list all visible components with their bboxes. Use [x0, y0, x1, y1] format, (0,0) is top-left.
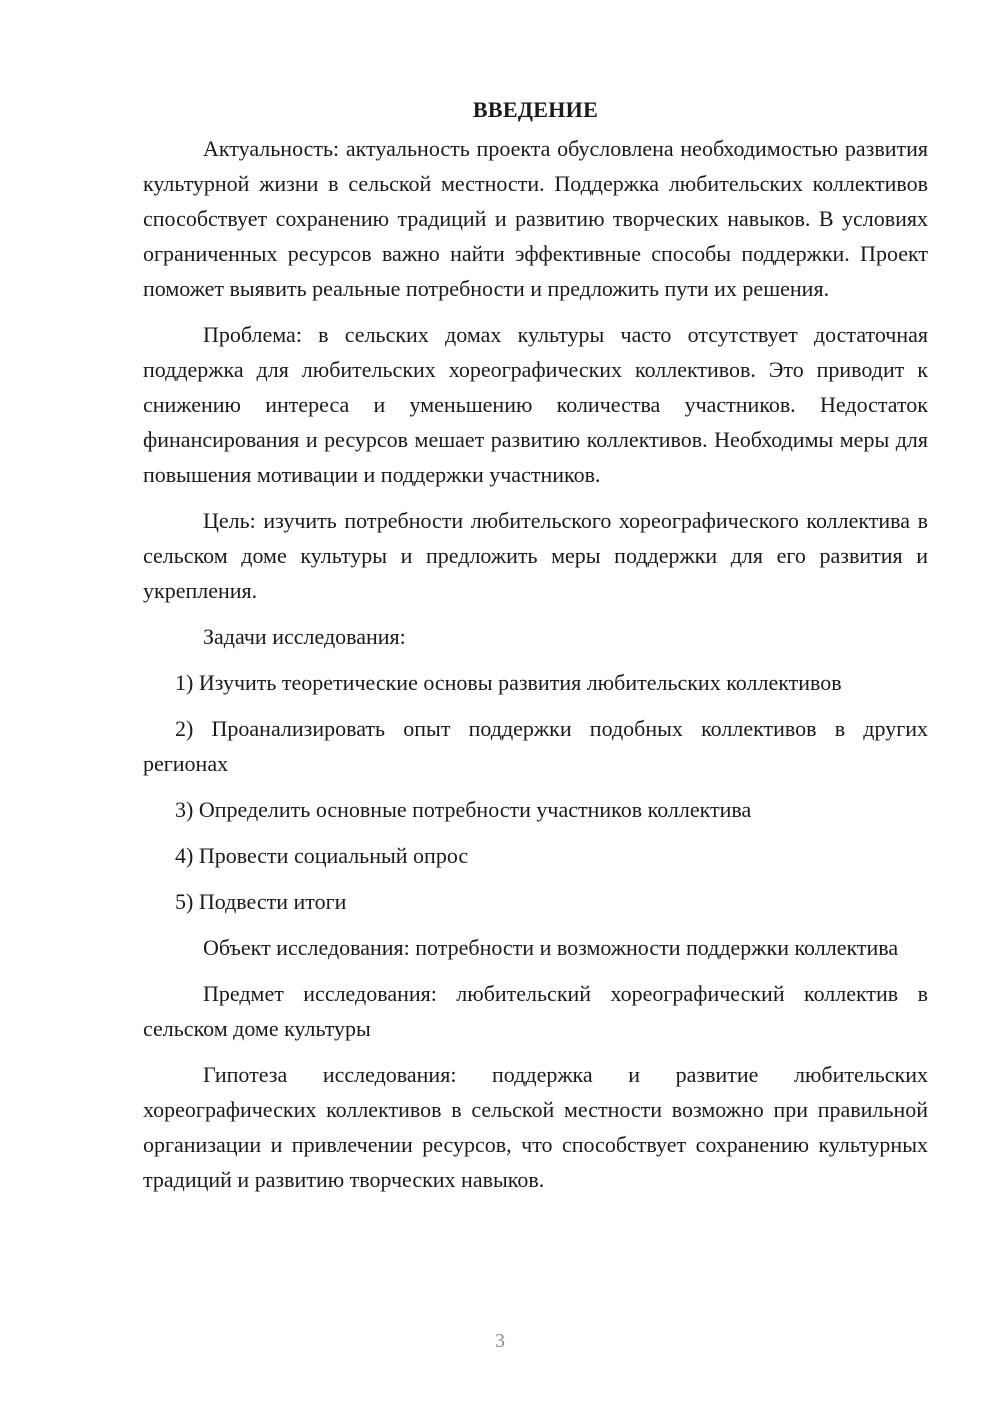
page-number: 3 [495, 1330, 505, 1352]
relevance-paragraph: Актуальность: актуальность проекта обусловлена необходимостью развития культурной жизни в сельской местности. Поддержка любительских коллективов способствует сохранению традиций и развитию творческих навыков. В условиях ограниченных ресурсов важно найти эффективные способы поддержки. Проект поможет выявить реальные потребности и предложить пути их решения. [143, 136, 928, 301]
hypothesis-paragraph: Гипотеза исследования: поддержка и развитие любительских хореографических коллективов в сельской местности возможно при правильной организации и привлечении ресурсов, что способствует сохранению культурных традиций и развитию творческих навыков. [143, 1062, 928, 1192]
tasks-list [143, 665, 928, 919]
section-title: ВВЕДЕНИЕ [472, 97, 599, 122]
task-item-4: 4) Провести социальный опрос [175, 843, 469, 868]
document-page [143, 92, 928, 1197]
tasks-heading: Задачи исследования: [203, 624, 406, 649]
subject-paragraph: Предмет исследования: любительский хореографический коллектив в сельском доме культуры [143, 981, 928, 1041]
task-item-5: 5) Подвести итоги [175, 889, 347, 914]
task-item-3: 3) Определить основные потребности участников коллектива [175, 797, 752, 822]
task-item-2: 2) Проанализировать опыт поддержки подобных коллективов в других регионах [143, 716, 928, 776]
task-item-1: 1) Изучить теоретические основы развития любительских коллективов [175, 670, 842, 695]
object-paragraph: Объект исследования: потребности и возможности поддержки коллектива [203, 935, 899, 960]
goal-paragraph: Цель: изучить потребности любительского хореографического коллектива в сельском доме культуры и предложить меры поддержки для его развития и укрепления. [143, 508, 928, 603]
problem-paragraph: Проблема: в сельских домах культуры часто отсутствует достаточная поддержка для любительских хореографических коллективов. Это приводит к снижению интереса и уменьшению количества участников. Недостаток финансирования и ресурсов мешает развитию коллективов. Необходимы меры для повышения мотивации и поддержки участников. [143, 322, 928, 487]
